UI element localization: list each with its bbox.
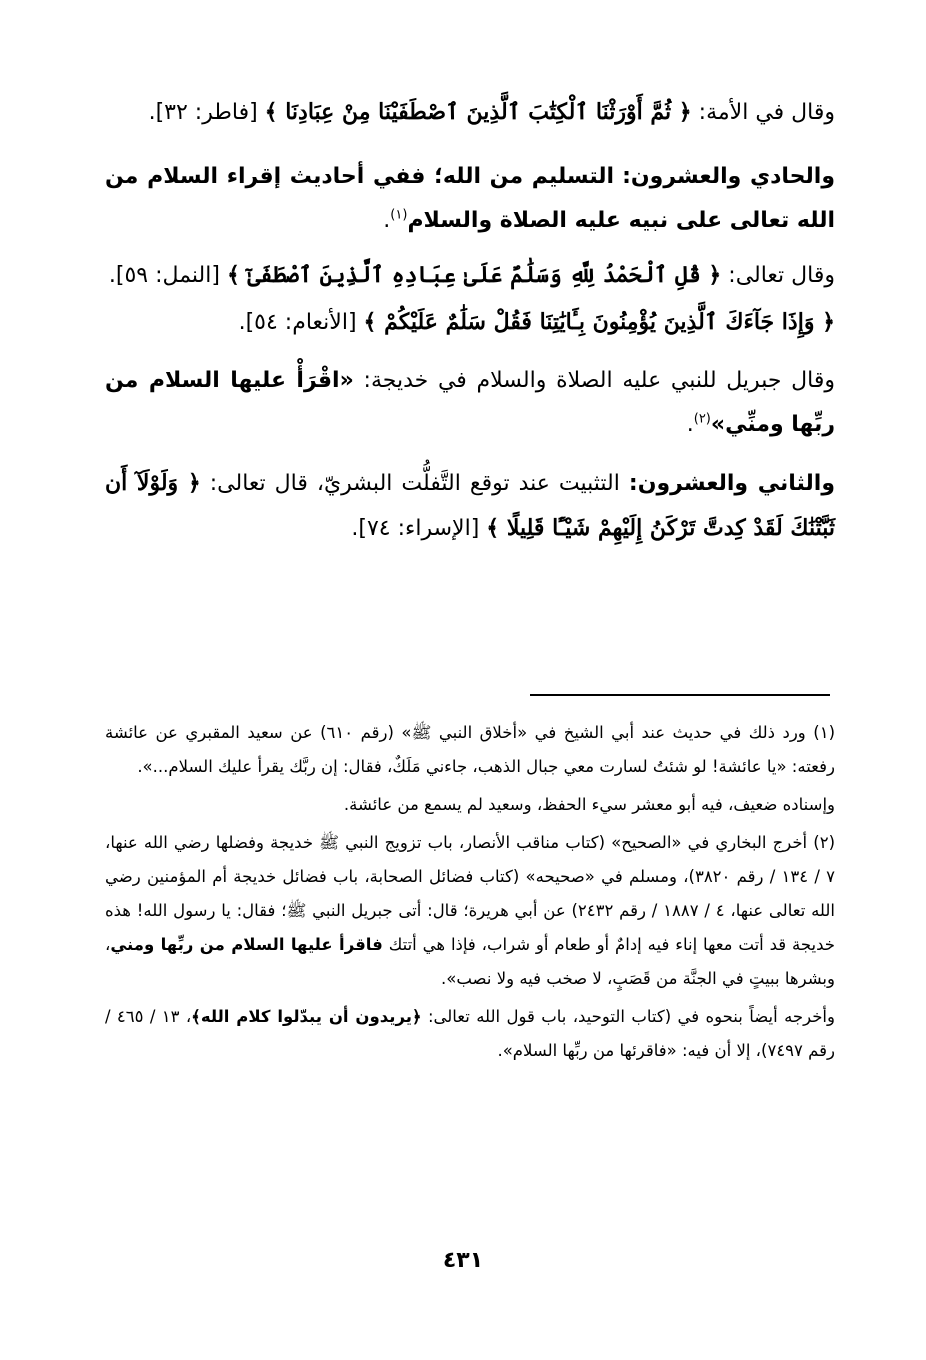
hadith-quote: «اقْرَأْ عليها السلام من ربِّها ومنِّي» xyxy=(105,368,835,437)
paragraph-3 xyxy=(105,253,835,298)
footnote-text-end: ، وبشرها ببيتٍ في الجنَّة من قَصَبٍ، لا صخب فيه ولا نصب». xyxy=(105,935,835,988)
quran-verse: ﴿ وَلَوْلَآ أَن ثَبَّتْنَٰكَ لَقَدْ كِدتَّ تَرْكَنُ إِلَيْهِمْ شَيْـًٔا قَلِيلًا ﴾ xyxy=(105,470,835,541)
footnote-text: وإسناده ضعيف، فيه أبو معشر سيء الحفظ، وسعيد لم يسمع من عائشة. xyxy=(343,795,835,814)
verse-reference: [فاطر: ٣٢]. xyxy=(148,100,258,125)
page-number: ٤٣١ xyxy=(442,1248,484,1273)
footnote-2 xyxy=(105,826,835,996)
quran-verse: ﴿ قُلِ ٱلْحَمْدُ لِلَّهِ وَسَلَٰمٌ عَلَىٰ عِبَادِهِ ٱلَّذِينَ ٱصْطَفَىٰٓ ﴾ xyxy=(226,262,722,288)
paragraph-6 xyxy=(105,461,835,551)
footnote-bold-quote: ﴿يريدون أن يبدّلوا كلام الله﴾ xyxy=(191,1007,422,1026)
quran-verse: ﴿ وَإِذَا جَآءَكَ ٱلَّذِينَ يُؤْمِنُونَ بِـَٔايَٰتِنَا فَقُلْ سَلَٰمٌ عَلَيْكُمْ ﴾ xyxy=(363,309,835,335)
footnote-1 xyxy=(105,716,835,784)
paragraph-end: . xyxy=(686,412,694,437)
paragraph-text: وقال جبريل للنبي عليه الصلاة والسلام في خديجة: xyxy=(363,368,835,393)
verse-reference: [الإسراء: ٧٤]. xyxy=(351,516,480,541)
footnote-text-end: ، ١٣ / ٤٦٥ / رقم ٧٤٩٧)، إلا أن فيه: «فاقرئها من ربِّها السلام». xyxy=(105,1007,835,1060)
quran-verse: ﴿ ثُمَّ أَوْرَثْنَا ٱلْكِتَٰبَ ٱلَّذِينَ ٱصْطَفَيْنَا مِنْ عِبَادِنَا ﴾ xyxy=(264,99,692,125)
section-heading: والثاني والعشرون: xyxy=(628,471,836,496)
verse-reference: [النمل: ٥٩]. xyxy=(108,263,220,288)
paragraph-end: . xyxy=(383,208,391,233)
paragraph-4 xyxy=(105,300,835,345)
paragraph-2 xyxy=(105,155,835,243)
paragraph-1 xyxy=(105,90,835,135)
footnote-2-note xyxy=(105,1000,835,1068)
main-text xyxy=(105,90,835,551)
paragraph-5 xyxy=(105,359,835,447)
paragraph-lead: وقال تعالى: xyxy=(728,263,835,288)
footnote-bold-quote: فاقرأ عليها السلام من ربِّها ومني xyxy=(110,935,383,954)
footnotes xyxy=(105,716,835,1072)
footnote-text: (١) ورد ذلك في حديث عند أبي الشيخ في «أخلاق النبي ﷺ» (رقم ٦١٠) عن سعيد المقبري عن عائشة رفعته: «يا عائشة! لو شئتُ لسارت معي جبال الذهب، جاءني مَلَكٌ، فقال: إن ربَّك يقرأ عليك السلام...». xyxy=(105,723,835,776)
paragraph-lead: وقال في الأمة: xyxy=(698,100,835,125)
footnote-text: وأخرجه أيضاً بنحوه في (كتاب التوحيد، باب قول الله تعالى: xyxy=(427,1007,835,1026)
footnote-marker[interactable]: (١) xyxy=(390,207,408,223)
footnote-1-note xyxy=(105,788,835,822)
footnote-divider xyxy=(530,694,830,696)
verse-reference: [الأنعام: ٥٤]. xyxy=(238,310,357,335)
paragraph-text: التسليم من الله؛ ففي أحاديث إقراء السلام من الله تعالى على نبيه عليه الصلاة والسلام xyxy=(105,164,835,233)
section-heading: والحادي والعشرون: xyxy=(622,164,836,189)
footnote-text: (٢) أخرج البخاري في «الصحيح» (كتاب مناقب الأنصار، باب تزويج النبي ﷺ خديجة وفضلها رضي الله عنها، ٧ / ١٣٤ / رقم ٣٨٢٠)، ومسلم في «صحيحه» (كتاب فضائل الصحابة، باب فضائل خديجة أم المؤمنين رضي الله تعالى عنها، ٤ / ١٨٨٧ / رقم ٢٤٣٢) عن أبي هريرة؛ قال: أتى جبريل النبي ﷺ؛ فقال: يا رسول الله! هذه خديجة قد أتت معها إناء فيه إدامٌ أو طعام أو شراب، فإذا هي أتتك xyxy=(105,833,836,954)
footnote-marker[interactable]: (٢) xyxy=(693,411,711,427)
paragraph-text: التثبيت عند توقع التَّفلُّت البشريّ، قال تعالى: xyxy=(209,471,620,496)
